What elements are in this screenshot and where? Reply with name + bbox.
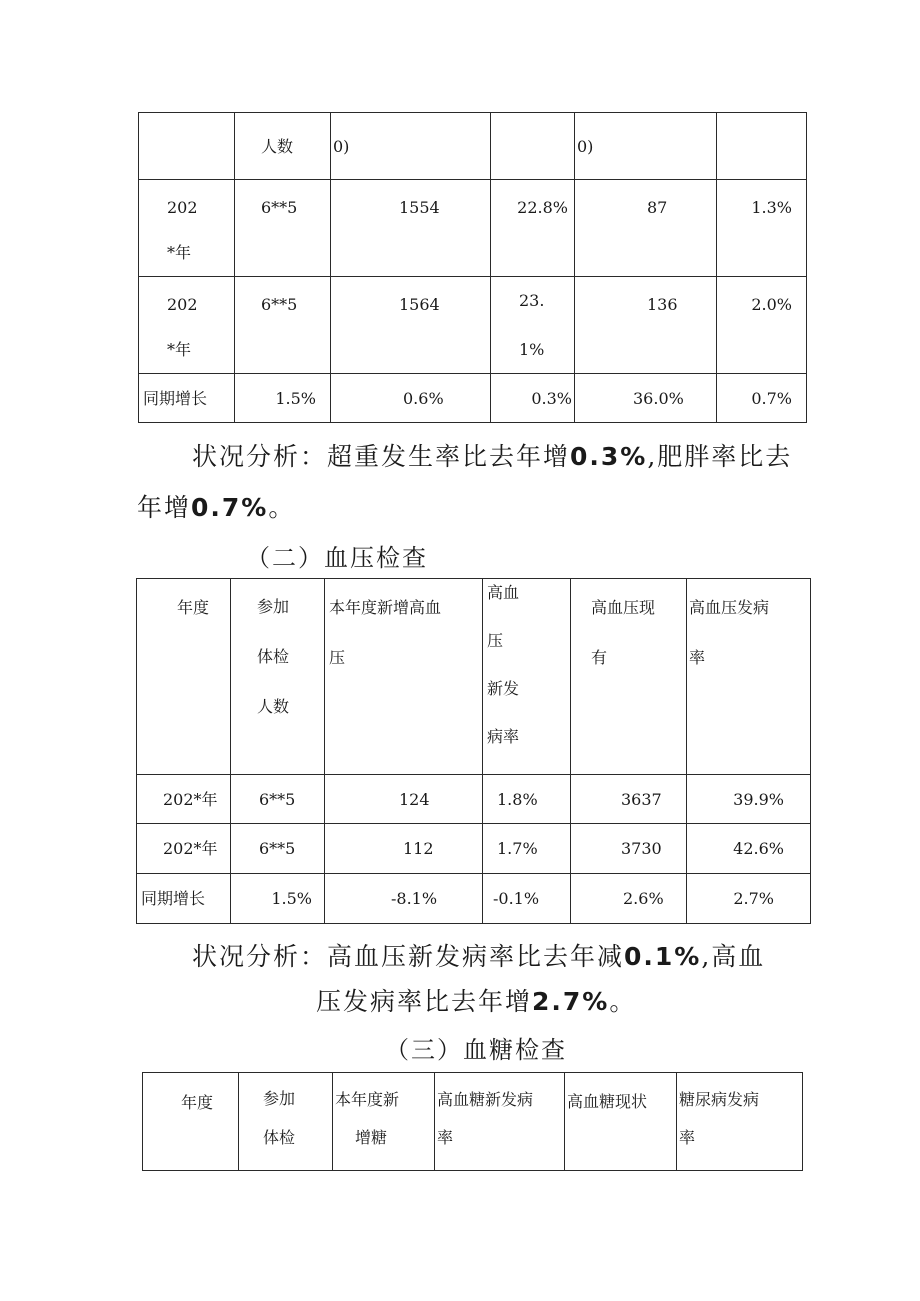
table-row: 202 *年 6**5 1554 22.8% 87 1.3% [139,180,807,277]
analysis-1-line-1: 状况分析：超重发生率比去年增0.3%,肥胖率比去 [192,442,793,471]
table-row: 202*年 6**5 124 1.8% 3637 39.9% [137,775,811,824]
analysis-1-line-2: 年增0.7%。 [137,493,296,522]
table-row: 同期增长 1.5% 0.6% 0.3% 36.0% 0.7% [139,374,807,423]
header-count: 人数 [261,137,294,156]
analysis-2-line-1: 状况分析：高血压新发病率比去年减0.1%,高血 [192,942,766,971]
analysis-2-line-2: 压发病率比去年增2.7%。 [316,987,637,1016]
section-heading-blood-sugar: （三）血糖检查 [385,1036,567,1064]
blood-pressure-table [136,578,811,924]
section-heading-blood-pressure: （二）血压检查 [246,544,428,572]
table-row: 年度 参加 体检 人数 本年度新增高血 压 高血 压 新发 病率 高血压现 有 高血压发病 率 [137,579,811,775]
table-row: 同期增长 1.5% -8.1% -0.1% 2.6% 2.7% [137,874,811,924]
table-row: 202*年 6**5 112 1.7% 3730 42.6% [137,824,811,874]
table-row: 202 *年 6**5 1564 23. 1% 136 2.0% [139,277,807,374]
bmi-table [138,112,807,423]
blood-sugar-table [142,1072,803,1171]
table-row: 人数 0) 0) [139,113,807,180]
table-row: 年度 参加 体检 本年度新 增糖 高血糖新发病 率 高血糖现状 糖尿病发病 率 [143,1073,803,1171]
